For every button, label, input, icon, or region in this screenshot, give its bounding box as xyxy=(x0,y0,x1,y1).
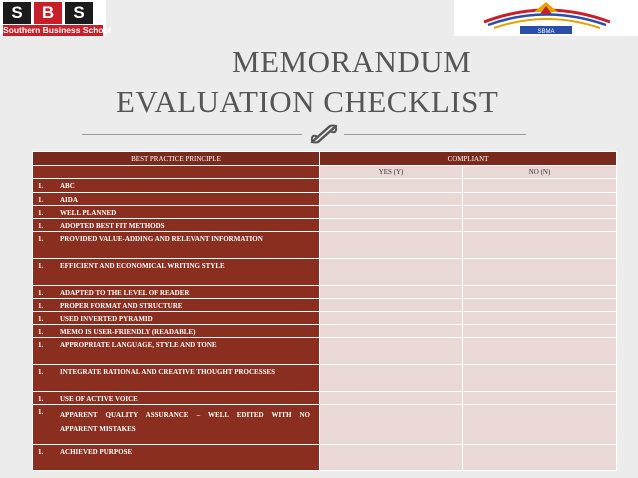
evaluation-checklist-table xyxy=(32,151,617,471)
table-row xyxy=(33,259,617,286)
yes-cell[interactable] xyxy=(320,325,463,338)
row-principle: PROPER FORMAT AND STRUCTURE xyxy=(60,302,183,310)
title-divider-right xyxy=(344,134,526,135)
sbs-letter-s1: S xyxy=(3,2,31,24)
yes-cell[interactable] xyxy=(320,392,463,405)
subheader-no: NO (N) xyxy=(463,166,617,179)
yes-cell[interactable] xyxy=(320,193,463,206)
yes-cell[interactable] xyxy=(320,365,463,392)
header-compliant: COMPLIANT xyxy=(320,152,617,166)
row-principle: PROVIDED VALUE-ADDING AND RELEVANT INFORMATION xyxy=(60,235,263,243)
no-cell[interactable] xyxy=(463,312,617,325)
sbs-letter-s2: S xyxy=(65,2,93,24)
yes-cell[interactable] xyxy=(320,219,463,232)
row-number: 1. xyxy=(38,289,44,297)
yes-cell[interactable] xyxy=(320,286,463,299)
table-row xyxy=(33,338,617,365)
page-title-line1: MEMORANDUM xyxy=(232,44,472,79)
row-number: 1. xyxy=(38,209,44,217)
row-number: 1. xyxy=(38,235,44,243)
scroll-ornament-icon xyxy=(308,122,340,146)
yes-cell[interactable] xyxy=(320,445,463,471)
partner-crest-logo xyxy=(454,0,638,36)
row-number: 1. xyxy=(38,395,44,403)
yes-cell[interactable] xyxy=(320,299,463,312)
row-number: 1. xyxy=(38,262,44,270)
no-cell[interactable] xyxy=(463,219,617,232)
yes-cell[interactable] xyxy=(320,312,463,325)
no-cell[interactable] xyxy=(463,392,617,405)
row-principle: ADOPTED BEST FIT METHODS xyxy=(60,222,165,230)
row-number: 1. xyxy=(38,368,44,376)
sbs-letter-b: B xyxy=(34,2,62,24)
row-principle: USED INVERTED PYRAMID xyxy=(60,315,153,323)
row-principle: ACHIEVED PURPOSE xyxy=(60,448,133,456)
table-row xyxy=(33,179,617,193)
partner-logo-text: SBMA xyxy=(537,29,555,35)
row-principle-line1: APPARENT QUALITY ASSURANCE – WELL EDITED WITH NO xyxy=(60,411,310,419)
table-row xyxy=(33,405,617,445)
sbs-logo xyxy=(0,0,112,36)
row-number: 1. xyxy=(38,222,44,230)
table-row xyxy=(33,392,617,405)
no-cell[interactable] xyxy=(463,365,617,392)
row-principle: EFFICIENT AND ECONOMICAL WRITING STYLE xyxy=(60,262,225,270)
no-cell[interactable] xyxy=(463,193,617,206)
yes-cell[interactable] xyxy=(320,338,463,365)
table-row xyxy=(33,193,617,206)
table-row xyxy=(33,219,617,232)
row-principle: WELL PLANNED xyxy=(60,209,117,217)
yes-cell[interactable] xyxy=(320,206,463,219)
table-subheader-row xyxy=(33,166,617,179)
table-row xyxy=(33,312,617,325)
no-cell[interactable] xyxy=(463,259,617,286)
header-principle: BEST PRACTICE PRINCIPLE xyxy=(33,152,320,166)
subheader-yes: YES (Y) xyxy=(320,166,463,179)
title-divider-left xyxy=(82,134,302,135)
row-principle: INTEGRATE RATIONAL AND CREATIVE THOUGHT PROCESSES xyxy=(60,368,276,376)
table-row xyxy=(33,206,617,219)
yes-cell[interactable] xyxy=(320,232,463,259)
row-number: 1. xyxy=(38,408,44,416)
row-number: 1. xyxy=(38,302,44,310)
no-cell[interactable] xyxy=(463,206,617,219)
row-number: 1. xyxy=(38,328,44,336)
row-principle: USE OF ACTIVE VOICE xyxy=(60,395,138,403)
yes-cell[interactable] xyxy=(320,259,463,286)
sbs-logo-subtitle: Southern Business School xyxy=(3,25,112,35)
table-row xyxy=(33,365,617,392)
yes-cell[interactable] xyxy=(320,405,463,445)
table-row xyxy=(33,325,617,338)
row-principle: MEMO IS USER-FRIENDLY (READABLE) xyxy=(60,328,196,336)
yes-cell[interactable] xyxy=(320,179,463,193)
row-principle: AIDA xyxy=(60,196,78,204)
row-number: 1. xyxy=(38,315,44,323)
partner-crest-icon xyxy=(454,0,638,36)
row-number: 1. xyxy=(38,448,44,456)
row-principle: ABC xyxy=(60,182,75,190)
table-header-row xyxy=(33,152,617,166)
no-cell[interactable] xyxy=(463,338,617,365)
row-principle: ADAPTED TO THE LEVEL OF READER xyxy=(60,289,190,297)
row-principle-line2: APPARENT MISTAKES xyxy=(60,425,136,433)
row-number: 1. xyxy=(38,341,44,349)
no-cell[interactable] xyxy=(463,179,617,193)
no-cell[interactable] xyxy=(463,299,617,312)
no-cell[interactable] xyxy=(463,325,617,338)
no-cell[interactable] xyxy=(463,405,617,445)
no-cell[interactable] xyxy=(463,286,617,299)
table-row xyxy=(33,445,617,471)
sbs-letters xyxy=(3,2,93,24)
row-number: 1. xyxy=(38,196,44,204)
page-title-line2: EVALUATION CHECKLIST xyxy=(116,84,499,119)
table-row xyxy=(33,299,617,312)
table-row xyxy=(33,286,617,299)
no-cell[interactable] xyxy=(463,232,617,259)
no-cell[interactable] xyxy=(463,445,617,471)
row-number: 1. xyxy=(38,182,44,190)
table-row xyxy=(33,232,617,259)
subheader-empty-cell xyxy=(33,166,320,179)
row-principle: APPROPRIATE LANGUAGE, STYLE AND TONE xyxy=(60,341,217,349)
